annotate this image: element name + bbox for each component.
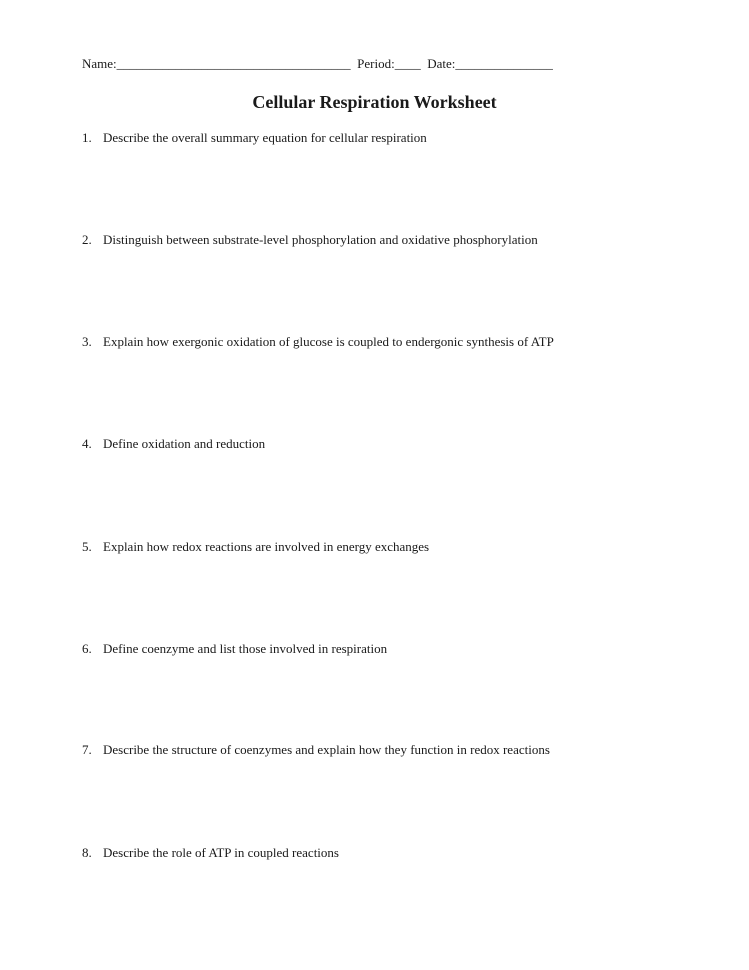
date-label: Date: xyxy=(427,56,456,71)
question-number: 7. xyxy=(82,742,92,757)
worksheet-title: Cellular Respiration Worksheet xyxy=(252,92,497,112)
question-number: 8. xyxy=(82,845,92,860)
period-blank[interactable]: ____ xyxy=(394,56,421,71)
question-number: 6. xyxy=(82,641,92,656)
date-blank[interactable]: _______________ xyxy=(455,56,553,71)
question-5 xyxy=(82,538,429,556)
period-label: Period: xyxy=(357,56,395,71)
question-text: Explain how redox reactions are involved in energy exchanges xyxy=(103,539,430,554)
question-3 xyxy=(82,333,554,351)
header-fields xyxy=(82,55,553,73)
question-number: 2. xyxy=(82,232,92,247)
question-6 xyxy=(82,640,387,658)
name-blank[interactable]: ____________________________________ xyxy=(116,56,351,71)
question-8 xyxy=(82,844,339,862)
question-number: 3. xyxy=(82,334,92,349)
question-text: Describe the overall summary equation for cellular respiration xyxy=(103,130,427,145)
question-text: Describe the role of ATP in coupled reactions xyxy=(103,845,339,860)
question-number: 4. xyxy=(82,436,92,451)
question-text: Define oxidation and reduction xyxy=(103,436,266,451)
question-number: 5. xyxy=(82,539,92,554)
question-text: Explain how exergonic oxidation of glucose is coupled to endergonic synthesis of ATP xyxy=(103,334,554,349)
question-7 xyxy=(82,741,550,759)
question-text: Describe the structure of coenzymes and explain how they function in redox reactions xyxy=(103,742,550,757)
question-text: Define coenzyme and list those involved in respiration xyxy=(103,641,388,656)
question-2 xyxy=(82,231,538,249)
question-number: 1. xyxy=(82,130,92,145)
name-label: Name: xyxy=(82,56,117,71)
question-4 xyxy=(82,435,265,453)
question-1 xyxy=(82,129,427,147)
question-text: Distinguish between substrate-level phosphorylation and oxidative phosphorylation xyxy=(103,232,538,247)
